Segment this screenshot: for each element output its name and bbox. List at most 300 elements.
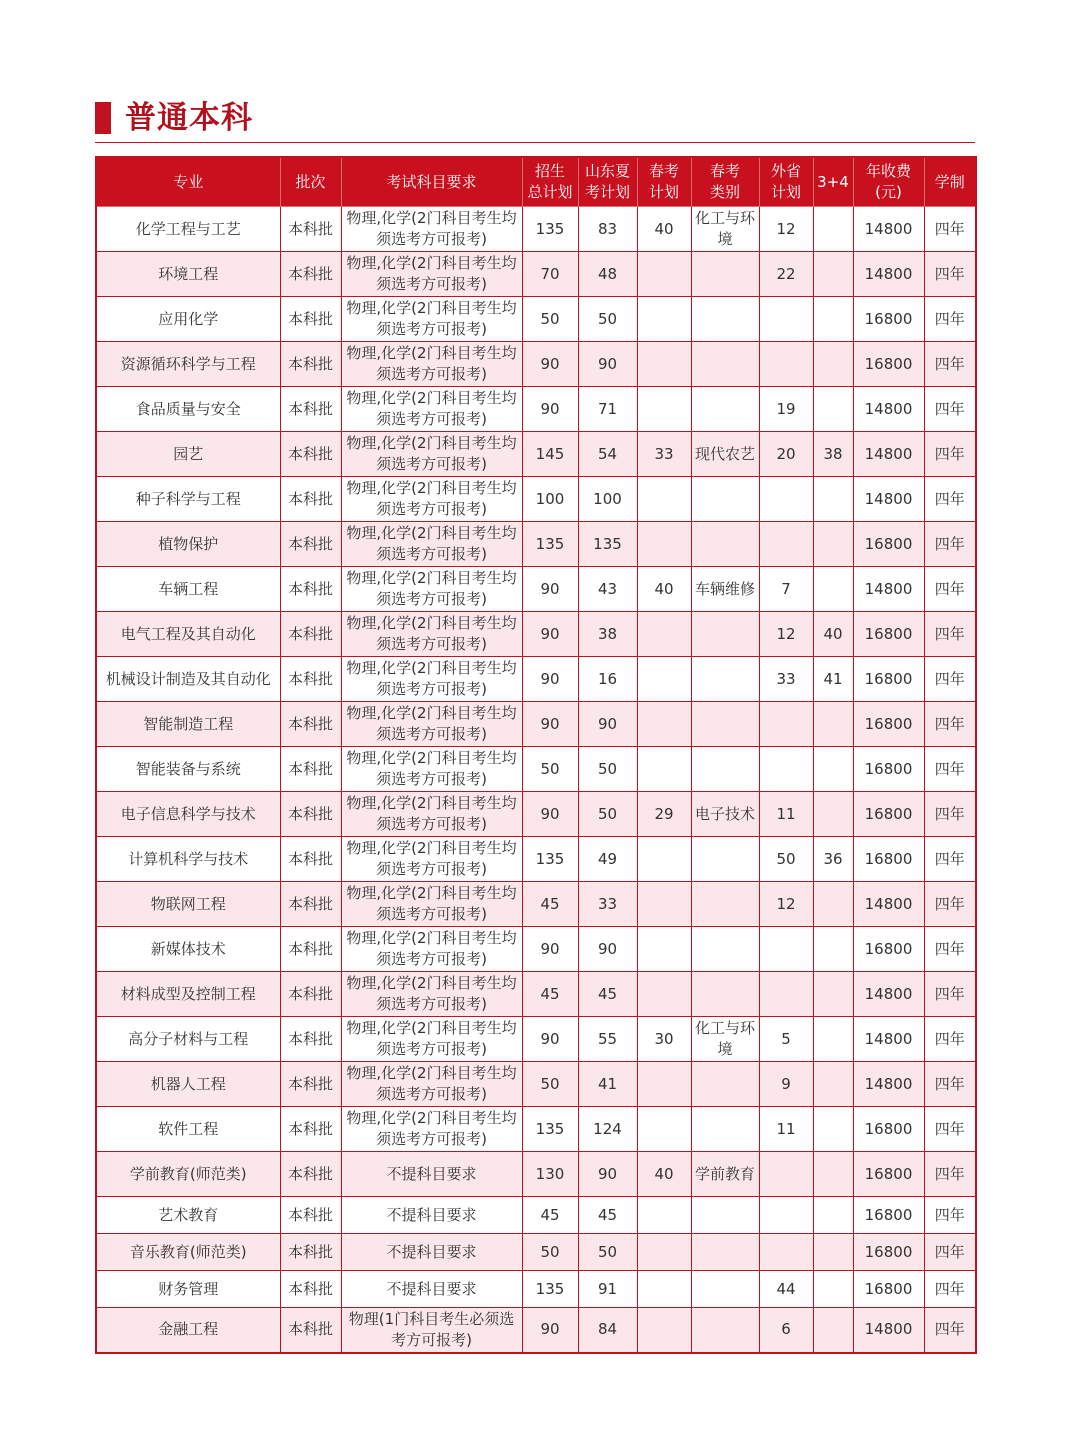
cell-subject-req: 物理,化学(2门科目考生均须选考方可报考) — [341, 657, 522, 702]
table-row — [96, 792, 976, 837]
cell-major: 新媒体技术 — [96, 927, 280, 972]
cell-total-plan: 135 — [522, 207, 578, 252]
cell-summer-plan: 16 — [578, 657, 637, 702]
cell-total-plan: 45 — [522, 1197, 578, 1234]
cell-out-province — [759, 747, 813, 792]
cell-spring-plan — [637, 1271, 691, 1308]
cell-3plus4: 40 — [813, 612, 853, 657]
cell-duration: 四年 — [924, 342, 976, 387]
cell-spring-plan — [637, 1197, 691, 1234]
cell-summer-plan: 83 — [578, 207, 637, 252]
cell-spring-category — [691, 747, 759, 792]
table-row — [96, 657, 976, 702]
cell-major: 植物保护 — [96, 522, 280, 567]
cell-annual-fee: 14800 — [853, 972, 924, 1017]
header-annual-fee: 年收费 (元) — [853, 157, 924, 207]
cell-subject-req: 不提科目要求 — [341, 1271, 522, 1308]
table-row — [96, 837, 976, 882]
cell-annual-fee: 14800 — [853, 882, 924, 927]
cell-total-plan: 90 — [522, 1308, 578, 1353]
table-row — [96, 522, 976, 567]
cell-batch: 本科批 — [280, 1107, 341, 1152]
table-row — [96, 432, 976, 477]
cell-spring-category — [691, 837, 759, 882]
header-total-plan: 招生 总计划 — [522, 157, 578, 207]
cell-annual-fee: 14800 — [853, 567, 924, 612]
cell-total-plan: 50 — [522, 297, 578, 342]
cell-annual-fee: 16800 — [853, 297, 924, 342]
cell-annual-fee: 14800 — [853, 1062, 924, 1107]
cell-subject-req: 不提科目要求 — [341, 1152, 522, 1197]
cell-annual-fee: 16800 — [853, 1271, 924, 1308]
cell-summer-plan: 84 — [578, 1308, 637, 1353]
table-row — [96, 612, 976, 657]
cell-out-province — [759, 297, 813, 342]
cell-annual-fee: 14800 — [853, 477, 924, 522]
cell-total-plan: 70 — [522, 252, 578, 297]
cell-subject-req: 物理,化学(2门科目考生均须选考方可报考) — [341, 612, 522, 657]
cell-spring-plan — [637, 882, 691, 927]
cell-out-province — [759, 702, 813, 747]
cell-subject-req: 物理,化学(2门科目考生均须选考方可报考) — [341, 1062, 522, 1107]
cell-3plus4 — [813, 252, 853, 297]
cell-out-province — [759, 477, 813, 522]
cell-annual-fee: 16800 — [853, 657, 924, 702]
cell-spring-plan: 30 — [637, 1017, 691, 1062]
cell-duration: 四年 — [924, 702, 976, 747]
table-row — [96, 702, 976, 747]
cell-duration: 四年 — [924, 1234, 976, 1271]
cell-spring-category — [691, 297, 759, 342]
cell-duration: 四年 — [924, 1107, 976, 1152]
table-row — [96, 567, 976, 612]
table-row — [96, 342, 976, 387]
cell-spring-category: 车辆维修 — [691, 567, 759, 612]
cell-duration: 四年 — [924, 477, 976, 522]
cell-spring-plan — [637, 297, 691, 342]
cell-batch: 本科批 — [280, 387, 341, 432]
cell-subject-req: 物理,化学(2门科目考生均须选考方可报考) — [341, 1107, 522, 1152]
title-divider — [95, 142, 975, 143]
cell-total-plan: 135 — [522, 1271, 578, 1308]
cell-batch: 本科批 — [280, 1308, 341, 1353]
cell-subject-req: 物理,化学(2门科目考生均须选考方可报考) — [341, 387, 522, 432]
cell-summer-plan: 33 — [578, 882, 637, 927]
cell-summer-plan: 90 — [578, 927, 637, 972]
cell-spring-plan — [637, 1234, 691, 1271]
header-batch: 批次 — [280, 157, 341, 207]
cell-3plus4 — [813, 927, 853, 972]
cell-duration: 四年 — [924, 252, 976, 297]
cell-3plus4 — [813, 1152, 853, 1197]
cell-major: 机器人工程 — [96, 1062, 280, 1107]
cell-3plus4 — [813, 792, 853, 837]
cell-duration: 四年 — [924, 387, 976, 432]
cell-duration: 四年 — [924, 612, 976, 657]
cell-major: 种子科学与工程 — [96, 477, 280, 522]
cell-annual-fee: 16800 — [853, 1197, 924, 1234]
cell-major: 学前教育(师范类) — [96, 1152, 280, 1197]
cell-summer-plan: 71 — [578, 387, 637, 432]
cell-major: 机械设计制造及其自动化 — [96, 657, 280, 702]
cell-subject-req: 物理,化学(2门科目考生均须选考方可报考) — [341, 252, 522, 297]
cell-spring-plan — [637, 612, 691, 657]
cell-duration: 四年 — [924, 522, 976, 567]
cell-subject-req: 不提科目要求 — [341, 1234, 522, 1271]
cell-major: 材料成型及控制工程 — [96, 972, 280, 1017]
cell-spring-category: 电子技术 — [691, 792, 759, 837]
cell-annual-fee: 16800 — [853, 1107, 924, 1152]
cell-3plus4 — [813, 702, 853, 747]
cell-annual-fee: 16800 — [853, 792, 924, 837]
cell-duration: 四年 — [924, 1017, 976, 1062]
cell-summer-plan: 90 — [578, 1152, 637, 1197]
cell-out-province: 11 — [759, 792, 813, 837]
header-summer-plan: 山东夏 考计划 — [578, 157, 637, 207]
table-row — [96, 1308, 976, 1353]
cell-out-province: 19 — [759, 387, 813, 432]
cell-duration: 四年 — [924, 792, 976, 837]
cell-annual-fee: 16800 — [853, 612, 924, 657]
cell-total-plan: 90 — [522, 702, 578, 747]
cell-spring-plan: 40 — [637, 567, 691, 612]
cell-summer-plan: 49 — [578, 837, 637, 882]
cell-subject-req: 物理,化学(2门科目考生均须选考方可报考) — [341, 342, 522, 387]
cell-batch: 本科批 — [280, 612, 341, 657]
cell-batch: 本科批 — [280, 207, 341, 252]
cell-summer-plan: 100 — [578, 477, 637, 522]
cell-duration: 四年 — [924, 1062, 976, 1107]
cell-batch: 本科批 — [280, 567, 341, 612]
cell-spring-plan — [637, 1308, 691, 1353]
cell-major: 计算机科学与技术 — [96, 837, 280, 882]
cell-total-plan: 90 — [522, 342, 578, 387]
cell-summer-plan: 38 — [578, 612, 637, 657]
cell-subject-req: 物理,化学(2门科目考生均须选考方可报考) — [341, 1017, 522, 1062]
cell-duration: 四年 — [924, 657, 976, 702]
cell-subject-req: 物理,化学(2门科目考生均须选考方可报考) — [341, 567, 522, 612]
cell-out-province: 44 — [759, 1271, 813, 1308]
cell-major: 财务管理 — [96, 1271, 280, 1308]
cell-summer-plan: 50 — [578, 297, 637, 342]
header-spring-category: 春考 类别 — [691, 157, 759, 207]
cell-batch: 本科批 — [280, 747, 341, 792]
table-row — [96, 252, 976, 297]
cell-major: 物联网工程 — [96, 882, 280, 927]
table-row — [96, 747, 976, 792]
section-title: 普通本科 — [125, 100, 253, 136]
cell-batch: 本科批 — [280, 342, 341, 387]
cell-total-plan: 90 — [522, 612, 578, 657]
cell-total-plan: 90 — [522, 567, 578, 612]
cell-batch: 本科批 — [280, 702, 341, 747]
table-row — [96, 207, 976, 252]
cell-total-plan: 135 — [522, 522, 578, 567]
cell-annual-fee: 16800 — [853, 522, 924, 567]
cell-out-province — [759, 1234, 813, 1271]
cell-duration: 四年 — [924, 1197, 976, 1234]
cell-summer-plan: 41 — [578, 1062, 637, 1107]
cell-batch: 本科批 — [280, 1234, 341, 1271]
table-row — [96, 387, 976, 432]
cell-summer-plan: 135 — [578, 522, 637, 567]
cell-major: 电气工程及其自动化 — [96, 612, 280, 657]
cell-3plus4 — [813, 972, 853, 1017]
cell-total-plan: 135 — [522, 837, 578, 882]
cell-summer-plan: 50 — [578, 792, 637, 837]
cell-out-province: 7 — [759, 567, 813, 612]
cell-spring-category — [691, 1107, 759, 1152]
cell-spring-category — [691, 1234, 759, 1271]
cell-total-plan: 90 — [522, 1017, 578, 1062]
cell-major: 食品质量与安全 — [96, 387, 280, 432]
cell-out-province — [759, 522, 813, 567]
cell-out-province: 50 — [759, 837, 813, 882]
section-header — [95, 98, 975, 144]
cell-major: 金融工程 — [96, 1308, 280, 1353]
cell-major: 软件工程 — [96, 1107, 280, 1152]
cell-out-province — [759, 1152, 813, 1197]
cell-spring-category: 现代农艺 — [691, 432, 759, 477]
cell-spring-plan — [637, 657, 691, 702]
header-out-province: 外省 计划 — [759, 157, 813, 207]
cell-out-province: 12 — [759, 882, 813, 927]
cell-spring-plan: 33 — [637, 432, 691, 477]
cell-spring-plan — [637, 522, 691, 567]
cell-3plus4 — [813, 1017, 853, 1062]
cell-spring-category — [691, 927, 759, 972]
cell-spring-plan — [637, 1062, 691, 1107]
cell-out-province: 20 — [759, 432, 813, 477]
cell-batch: 本科批 — [280, 297, 341, 342]
cell-summer-plan: 124 — [578, 1107, 637, 1152]
cell-duration: 四年 — [924, 1271, 976, 1308]
cell-annual-fee: 16800 — [853, 837, 924, 882]
cell-major: 音乐教育(师范类) — [96, 1234, 280, 1271]
cell-annual-fee: 14800 — [853, 387, 924, 432]
header-subject-req: 考试科目要求 — [341, 157, 522, 207]
cell-spring-plan — [637, 1107, 691, 1152]
table-row — [96, 1152, 976, 1197]
cell-batch: 本科批 — [280, 972, 341, 1017]
cell-3plus4 — [813, 342, 853, 387]
cell-spring-category — [691, 522, 759, 567]
cell-3plus4 — [813, 1197, 853, 1234]
cell-total-plan: 130 — [522, 1152, 578, 1197]
cell-annual-fee: 16800 — [853, 927, 924, 972]
cell-spring-plan: 40 — [637, 207, 691, 252]
cell-spring-plan — [637, 972, 691, 1017]
table-row — [96, 972, 976, 1017]
cell-summer-plan: 91 — [578, 1271, 637, 1308]
cell-3plus4 — [813, 477, 853, 522]
cell-spring-plan — [637, 252, 691, 297]
cell-3plus4 — [813, 1271, 853, 1308]
table-header-row — [96, 157, 976, 207]
cell-summer-plan: 50 — [578, 747, 637, 792]
cell-major: 化学工程与工艺 — [96, 207, 280, 252]
admission-plan-table — [95, 156, 977, 1354]
cell-batch: 本科批 — [280, 477, 341, 522]
cell-spring-plan: 29 — [637, 792, 691, 837]
cell-major: 车辆工程 — [96, 567, 280, 612]
cell-3plus4 — [813, 207, 853, 252]
cell-major: 应用化学 — [96, 297, 280, 342]
cell-batch: 本科批 — [280, 927, 341, 972]
cell-total-plan: 45 — [522, 882, 578, 927]
cell-subject-req: 物理,化学(2门科目考生均须选考方可报考) — [341, 747, 522, 792]
cell-spring-category — [691, 657, 759, 702]
cell-spring-category: 化工与环境 — [691, 207, 759, 252]
table-row — [96, 477, 976, 522]
cell-major: 园艺 — [96, 432, 280, 477]
cell-spring-plan — [637, 747, 691, 792]
cell-out-province: 9 — [759, 1062, 813, 1107]
cell-subject-req: 物理,化学(2门科目考生均须选考方可报考) — [341, 837, 522, 882]
cell-annual-fee: 16800 — [853, 747, 924, 792]
table-row — [96, 882, 976, 927]
cell-annual-fee: 14800 — [853, 1308, 924, 1353]
cell-duration: 四年 — [924, 837, 976, 882]
cell-batch: 本科批 — [280, 1152, 341, 1197]
cell-3plus4 — [813, 522, 853, 567]
cell-batch: 本科批 — [280, 882, 341, 927]
cell-spring-plan — [637, 927, 691, 972]
cell-out-province — [759, 927, 813, 972]
cell-3plus4 — [813, 567, 853, 612]
header-duration: 学制 — [924, 157, 976, 207]
cell-spring-category — [691, 1308, 759, 1353]
header-spring-plan: 春考 计划 — [637, 157, 691, 207]
cell-batch: 本科批 — [280, 252, 341, 297]
table-row — [96, 1197, 976, 1234]
cell-total-plan: 90 — [522, 657, 578, 702]
cell-subject-req: 不提科目要求 — [341, 1197, 522, 1234]
cell-major: 智能装备与系统 — [96, 747, 280, 792]
cell-batch: 本科批 — [280, 1197, 341, 1234]
cell-spring-category — [691, 252, 759, 297]
cell-spring-category — [691, 1271, 759, 1308]
cell-3plus4 — [813, 387, 853, 432]
cell-spring-plan — [637, 702, 691, 747]
table-row — [96, 1271, 976, 1308]
cell-batch: 本科批 — [280, 1017, 341, 1062]
header-major: 专业 — [96, 157, 280, 207]
cell-summer-plan: 55 — [578, 1017, 637, 1062]
cell-subject-req: 物理,化学(2门科目考生均须选考方可报考) — [341, 297, 522, 342]
cell-subject-req: 物理,化学(2门科目考生均须选考方可报考) — [341, 477, 522, 522]
cell-duration: 四年 — [924, 927, 976, 972]
cell-batch: 本科批 — [280, 1062, 341, 1107]
cell-subject-req: 物理,化学(2门科目考生均须选考方可报考) — [341, 207, 522, 252]
cell-3plus4 — [813, 747, 853, 792]
cell-major: 电子信息科学与技术 — [96, 792, 280, 837]
table-row — [96, 1234, 976, 1271]
cell-annual-fee: 16800 — [853, 702, 924, 747]
cell-duration: 四年 — [924, 1308, 976, 1353]
cell-annual-fee: 14800 — [853, 432, 924, 477]
cell-total-plan: 145 — [522, 432, 578, 477]
cell-summer-plan: 45 — [578, 1197, 637, 1234]
cell-annual-fee: 16800 — [853, 1152, 924, 1197]
cell-3plus4 — [813, 1062, 853, 1107]
cell-spring-category — [691, 702, 759, 747]
cell-3plus4: 41 — [813, 657, 853, 702]
cell-spring-category — [691, 612, 759, 657]
cell-annual-fee: 16800 — [853, 1234, 924, 1271]
cell-out-province: 6 — [759, 1308, 813, 1353]
cell-total-plan: 50 — [522, 747, 578, 792]
cell-batch: 本科批 — [280, 1271, 341, 1308]
cell-summer-plan: 90 — [578, 342, 637, 387]
cell-3plus4: 38 — [813, 432, 853, 477]
cell-major: 环境工程 — [96, 252, 280, 297]
cell-spring-category — [691, 972, 759, 1017]
cell-summer-plan: 45 — [578, 972, 637, 1017]
cell-major: 艺术教育 — [96, 1197, 280, 1234]
cell-batch: 本科批 — [280, 522, 341, 567]
cell-out-province: 5 — [759, 1017, 813, 1062]
cell-annual-fee: 16800 — [853, 342, 924, 387]
cell-3plus4 — [813, 297, 853, 342]
cell-spring-category: 化工与环境 — [691, 1017, 759, 1062]
cell-out-province: 12 — [759, 612, 813, 657]
cell-spring-plan — [637, 387, 691, 432]
title-accent-bar — [95, 102, 111, 134]
cell-duration: 四年 — [924, 297, 976, 342]
cell-summer-plan: 54 — [578, 432, 637, 477]
cell-spring-plan — [637, 837, 691, 882]
table-row — [96, 1017, 976, 1062]
cell-summer-plan: 48 — [578, 252, 637, 297]
cell-duration: 四年 — [924, 432, 976, 477]
cell-total-plan: 90 — [522, 927, 578, 972]
table-row — [96, 1107, 976, 1152]
cell-3plus4 — [813, 882, 853, 927]
cell-total-plan: 90 — [522, 387, 578, 432]
cell-spring-category: 学前教育 — [691, 1152, 759, 1197]
cell-spring-category — [691, 882, 759, 927]
cell-major: 高分子材料与工程 — [96, 1017, 280, 1062]
cell-spring-category — [691, 477, 759, 522]
cell-batch: 本科批 — [280, 837, 341, 882]
cell-annual-fee: 14800 — [853, 207, 924, 252]
cell-subject-req: 物理,化学(2门科目考生均须选考方可报考) — [341, 432, 522, 477]
cell-out-province: 12 — [759, 207, 813, 252]
cell-total-plan: 90 — [522, 792, 578, 837]
cell-total-plan: 50 — [522, 1234, 578, 1271]
cell-spring-category — [691, 342, 759, 387]
cell-3plus4 — [813, 1107, 853, 1152]
cell-duration: 四年 — [924, 207, 976, 252]
cell-batch: 本科批 — [280, 432, 341, 477]
cell-total-plan: 45 — [522, 972, 578, 1017]
table-row — [96, 297, 976, 342]
cell-subject-req: 物理,化学(2门科目考生均须选考方可报考) — [341, 702, 522, 747]
cell-spring-category — [691, 387, 759, 432]
cell-3plus4 — [813, 1234, 853, 1271]
header-3plus4: 3+4 — [813, 157, 853, 207]
cell-subject-req: 物理,化学(2门科目考生均须选考方可报考) — [341, 927, 522, 972]
cell-annual-fee: 14800 — [853, 252, 924, 297]
table-row — [96, 1062, 976, 1107]
cell-duration: 四年 — [924, 972, 976, 1017]
cell-summer-plan: 50 — [578, 1234, 637, 1271]
cell-out-province — [759, 972, 813, 1017]
cell-spring-category — [691, 1062, 759, 1107]
cell-subject-req: 物理,化学(2门科目考生均须选考方可报考) — [341, 522, 522, 567]
cell-3plus4: 36 — [813, 837, 853, 882]
